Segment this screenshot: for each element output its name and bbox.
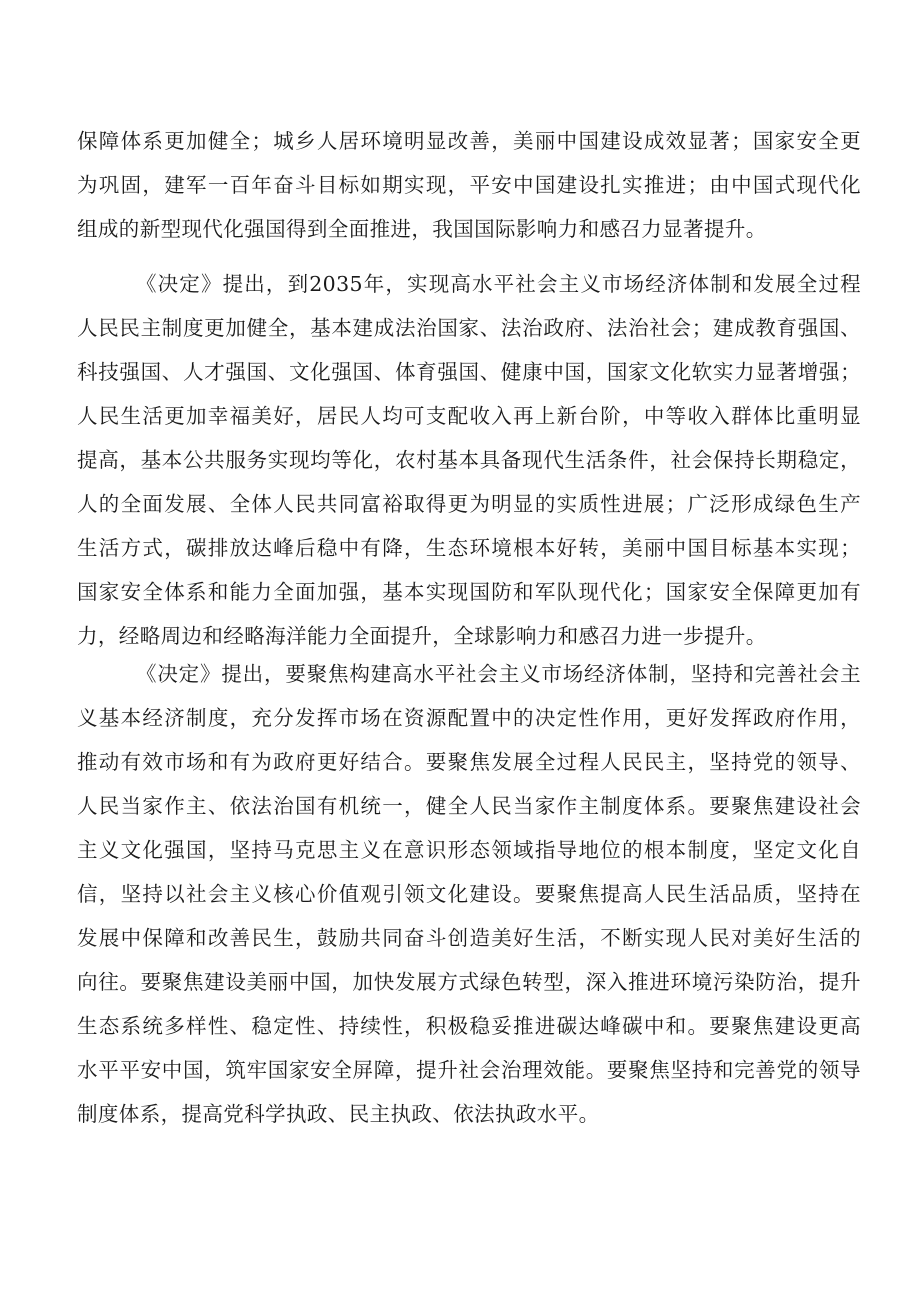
- text-line: 人民生活更加幸福美好，居民人均可支配收入再上新台阶，中等收入群体比重明显: [77, 404, 861, 428]
- paragraph-1: [77, 119, 861, 251]
- text-line: 国家安全体系和能力全面加强，基本实现国防和军队现代化；国家安全保障更加有: [77, 580, 861, 604]
- text-line: 水平平安中国，筑牢国家安全屏障，提升社会治理效能。要聚焦坚持和完善党的领导: [77, 1058, 861, 1082]
- text-line: 信，坚持以社会主义核心价值观引领文化建设。要聚焦提高人民生活品质，坚持在: [77, 882, 861, 906]
- paragraph-3: [77, 652, 861, 1136]
- text-line: 制度体系，提高党科学执政、民主执政、依法执政水平。: [77, 1102, 600, 1126]
- text-line: 人的全面发展、全体人民共同富裕取得更为明显的实质性进展；广泛形成绿色生产: [77, 492, 861, 516]
- text-line: 发展中保障和改善民生，鼓励共同奋斗创造美好生活，不断实现人民对美好生活的: [77, 926, 861, 950]
- text-line: 义基本经济制度，充分发挥市场在资源配置中的决定性作用，更好发挥政府作用，: [77, 706, 861, 730]
- text-line: 科技强国、人才强国、文化强国、体育强国、健康中国，国家文化软实力显著增强；: [77, 360, 861, 384]
- text-line: 力，经略周边和经略海洋能力全面提升，全球影响力和感召力进一步提升。: [77, 624, 767, 648]
- text-line: 主义文化强国，坚持马克思主义在意识形态领域指导地位的根本制度，坚定文化自: [77, 838, 861, 862]
- text-line: 组成的新型现代化强国得到全面推进，我国国际影响力和感召力显著提升。: [77, 217, 767, 241]
- text-line: 生态系统多样性、稳定性、持续性，积极稳妥推进碳达峰碳中和。要聚焦建设更高: [77, 1014, 861, 1038]
- text-line: 生活方式，碳排放达峰后稳中有降，生态环境根本好转，美丽中国目标基本实现；: [77, 536, 861, 560]
- text-line: 推动有效市场和有为政府更好结合。要聚焦发展全过程人民民主，坚持党的领导、: [77, 750, 861, 774]
- paragraph-2: [77, 262, 861, 658]
- text-line: 提高，基本公共服务实现均等化，农村基本具备现代生活条件，社会保持长期稳定，: [77, 448, 861, 472]
- text-line: 人民民主制度更加健全，基本建成法治国家、法治政府、法治社会；建成教育强国、: [77, 316, 861, 340]
- text-line: 向往。要聚焦建设美丽中国，加快发展方式绿色转型，深入推进环境污染防治，提升: [77, 970, 861, 994]
- text-line: 人民当家作主、依法治国有机统一，健全人民当家作主制度体系。要聚焦建设社会: [77, 794, 861, 818]
- text-line: 为巩固，建军一百年奋斗目标如期实现，平安中国建设扎实推进；由中国式现代化: [77, 173, 861, 197]
- text-line: 《决定》提出，要聚焦构建高水平社会主义市场经济体制，坚持和完善社会主: [136, 662, 861, 686]
- text-line: 《决定》提出，到2035年，实现高水平社会主义市场经济体制和发展全过程: [136, 272, 861, 296]
- text-line: 保障体系更加健全；城乡人居环境明显改善，美丽中国建设成效显著；国家安全更: [77, 129, 861, 153]
